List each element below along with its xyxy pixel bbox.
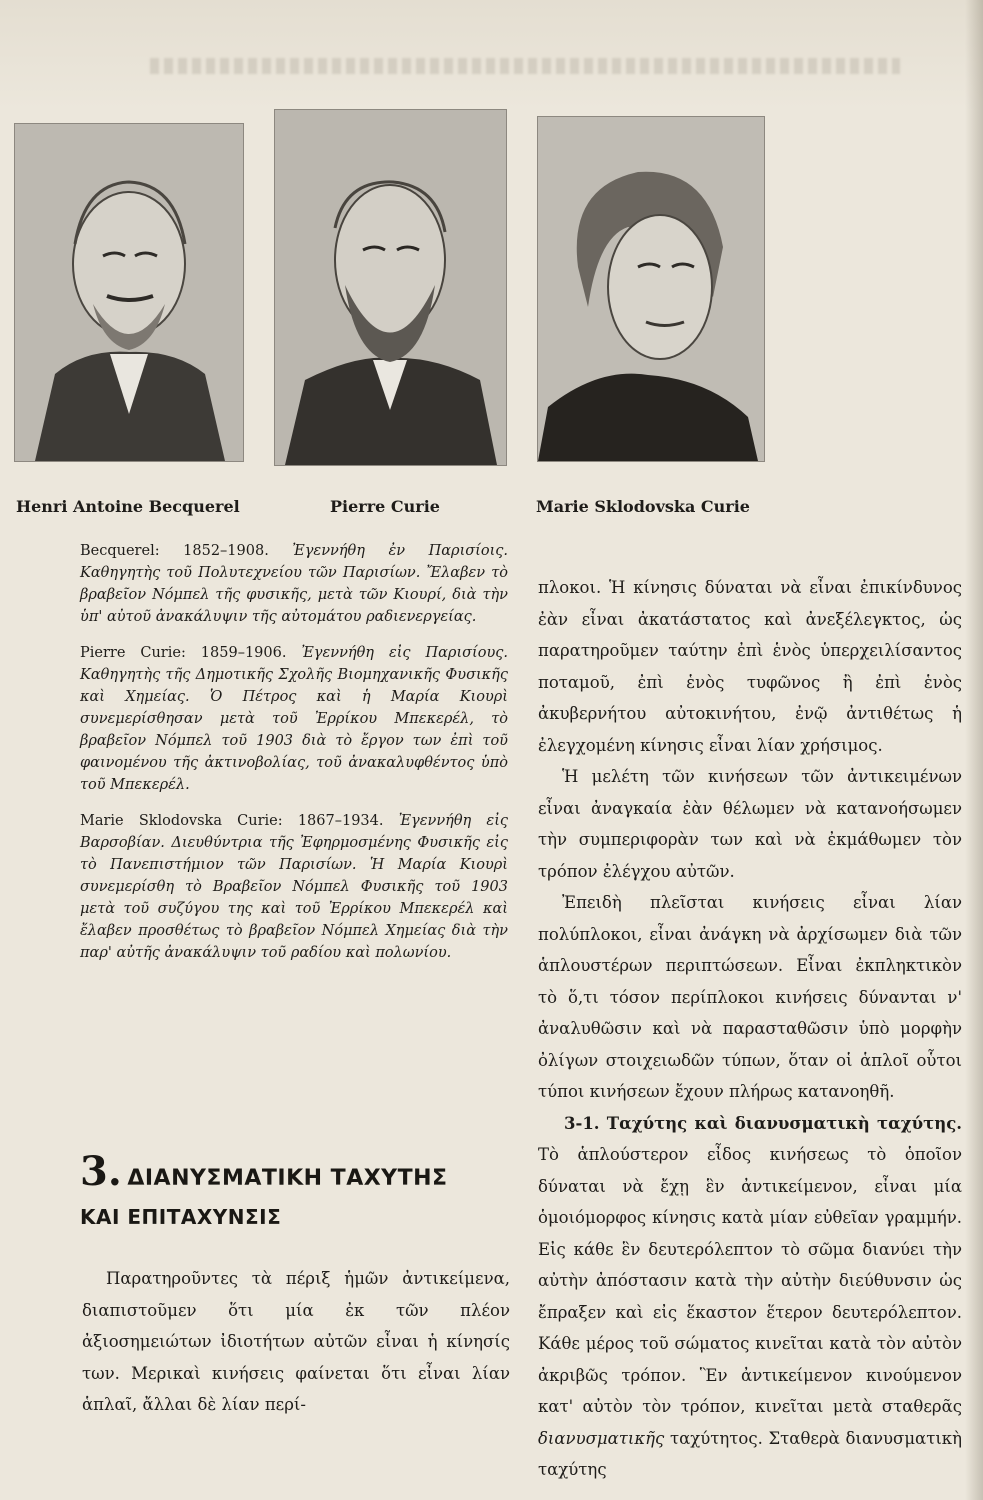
bio-pierre-curie	[80, 642, 508, 796]
bio-becquerel	[80, 540, 508, 628]
paragraph-motion-danger: πλοκοι. Ἡ κίνησις δύναται νὰ εἶναι ἐπικίνδυνος ἐὰν εἶναι ἀκατάστατος καὶ ἀνεξέλεγκτος, ὡς παρατηροῦμεν ταύτην ἐπὶ ἑνὸς ὑπερχειλίσαντος ποταμοῦ, ἐπὶ ἑνὸς τυφῶνος ἢ ἐπὶ ἑνὸς ἀκυβερνήτου αὐτοκινήτου, ἐνῷ ἀντιθέτως ἡ ἐλεγχομένη κίνησις εἶναι λίαν χρήσιμος.	[538, 578, 962, 755]
bio-marie-curie	[80, 810, 508, 964]
bio-text: Ἐγεννήθη ἐν Παρισίοις. Καθηγητὴς τοῦ Πολυτεχνείου τῶν Παρισίων. Ἔλαβεν τὸ βραβεῖον Νόμπελ τῆς φυσικῆς, μετὰ τῶν Κιουρί, διὰ τὴν ὑπ' αὐτοῦ ἀνακάλυψιν τῆς αὐτομάτου ραδιενεργείας.	[80, 543, 508, 625]
bio-text: Ἐγεννήθη εἰς Παρισίους. Καθηγητὴς τῆς Δημοτικῆς Σχολῆς Βιομηχανικῆς Φυσικῆς καὶ Χημείας. Ὁ Πέτρος καὶ ἡ Μαρία Κιουρὶ συνεμερίσθησαν μετὰ τοῦ Ἐρρίκου Μπεκερέλ, τὸ βραβεῖον Νόμπελ τοῦ 1903 διὰ τὸ ἔργον των ἐπὶ τοῦ φαινομένου τῆς ἀκτινοβολίας, τοῦ ἀνακαλυφθέντος ὑπὸ τοῦ Μπεκερέλ.	[80, 645, 508, 793]
bio-lead: Marie Sklodovska Curie: 1867–1934.	[80, 813, 384, 829]
section-title-line2: ΚΑΙ ΕΠΙΤΑΧΥΝΣΙΣ	[80, 1205, 282, 1229]
portrait-pierre-curie	[274, 109, 507, 466]
section-heading	[80, 1148, 448, 1229]
portrait-becquerel	[14, 123, 244, 462]
pierre-curie-sketch-icon	[275, 110, 506, 465]
paragraph-simple-cases: Ἐπειδὴ πλεῖσται κινήσεις εἶναι λίαν πολύπλοκοι, εἶναι ἀνάγκη νὰ ἀρχίσωμεν διὰ τῶν ἁπλουστέρων περιπτώσεων. Εἶναι ἐκπληκτικὸν τὸ ὅ,τι τόσον περίπλοκοι κινήσεις δύνανται ν' ἀναλυθῶσιν καὶ νὰ παρασταθῶσιν ὑπὸ μορφὴν ὀλίγων στοιχειωδῶν τύπων, ὅταν οἱ ἁπλοῖ οὗτοι τύποι κινήσεων ἔχουν πλήρως κατανοηθῆ.	[538, 893, 962, 1101]
velocity-text-end: ταχύτητος. Σταθερὰ διανυσματικὴ ταχύτης	[538, 1428, 962, 1479]
bio-text: Ἐγεννήθη εἰς Βαρσοβίαν. Διευθύντρια τῆς Ἐφηρμοσμένης Φυσικῆς εἰς τὸ Πανεπιστήμιον τῶν Παρισίων. Ἡ Μαρία Κιουρὶ συνεμερίσθη τὸ Βραβεῖον Νόμπελ Φυσικῆς τοῦ 1903 μετὰ τοῦ συζύγου της καὶ τοῦ Ἐρρίκου Μπεκερέλ καὶ ἔλαβεν προσθέτως τὸ βραβεῖον Νόμπελ Χημείας διὰ τὴν παρ' αὐτῆς ἀνακάλυψιν τοῦ ραδίου καὶ πολωνίου.	[80, 813, 509, 961]
left-body-column	[82, 1263, 510, 1421]
page-edge-shadow	[965, 0, 983, 1500]
subsection-title: 3-1. Ταχύτης καὶ διανυσματικὴ ταχύτης.	[564, 1113, 962, 1133]
section-title-line1: ΔΙΑΝΥΣΜΑΤΙΚΗ ΤΑΧΥΤΗΣ	[127, 1166, 448, 1191]
bio-lead: Pierre Curie: 1859–1906.	[80, 645, 287, 661]
intro-paragraph: Παρατηροῦντες τὰ πέριξ ἡμῶν ἀντικείμενα, διαπιστοῦμεν ὅτι μία ἐκ τῶν πλέον ἀξιοσημειώτων ἰδιοτήτων αὐτῶν εἶναι ἡ κίνησίς των. Μερικαὶ κινήσεις φαίνεται ὅτι εἶναι λίαν ἁπλαῖ, ἄλλαι δὲ λίαν περί-	[82, 1269, 510, 1414]
marie-curie-sketch-icon	[538, 117, 764, 461]
becquerel-sketch-icon	[15, 124, 243, 461]
bleed-through-running-head	[150, 58, 900, 74]
caption-pierre-curie: Pierre Curie	[330, 497, 440, 516]
velocity-text: Τὸ ἁπλούστερον εἶδος κινήσεως τὸ ὁποῖον δύναται νὰ ἔχῃ ἓν ἀντικείμενον, εἶναι μία ὁμοιόμορφος κίνησις κατὰ μίαν εὐθεῖαν γραμμήν. Εἰς κάθε ἓν δευτερόλεπτον τὸ σῶμα διανύει τὴν αὐτὴν ἀπόστασιν κατὰ τὴν αὐτὴν διεύθυνσιν ὡς ἔπραξεν καὶ εἰς ἕκαστον ἕτερον δευτερόλεπτον. Κάθε μέρος τοῦ σώματος κινεῖται κατὰ τὸν αὐτὸν ἀκριβῶς τρόπον. Ἓν ἀντικείμενον κινούμενον κατ' αὐτὸν τὸν τρόπον, κινεῖται μετὰ σταθερᾶς	[538, 1145, 962, 1416]
bio-lead: Becquerel: 1852–1908.	[80, 543, 269, 559]
bleed-through-area	[0, 0, 983, 110]
portrait-marie-curie	[537, 116, 765, 462]
caption-becquerel: Henri Antoine Becquerel	[16, 497, 240, 516]
velocity-italic-term: διανυσματικῆς	[538, 1428, 665, 1448]
section-number: 3.	[80, 1148, 122, 1195]
paragraph-velocity	[538, 1108, 962, 1486]
right-body-column	[538, 572, 962, 1486]
paragraph-study-of-motion: Ἡ μελέτη τῶν κινήσεων τῶν ἀντικειμένων εἶναι ἀναγκαία ἐὰν θέλωμεν νὰ κατανοήσωμεν τὴν συμπεριφορὰν των καὶ νὰ ἐκμάθωμεν τὸν τρόπον ἐλέγχου αὐτῶν.	[538, 767, 962, 881]
caption-marie-curie: Marie Sklodovska Curie	[536, 497, 750, 516]
biographies-column	[80, 540, 508, 978]
